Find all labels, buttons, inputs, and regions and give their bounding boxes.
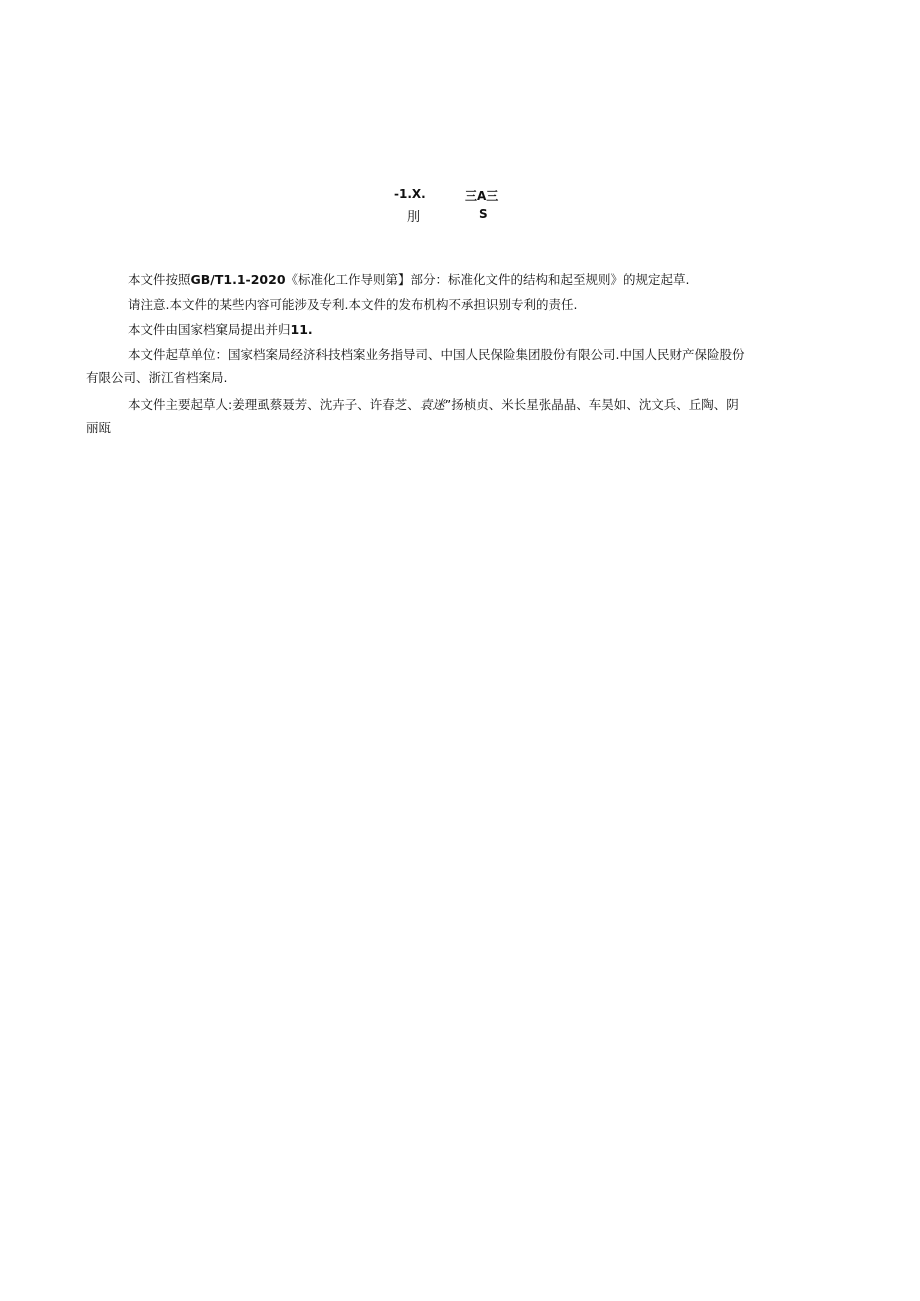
heading-line1-left: -1.X. [394, 187, 426, 201]
p5-line1 [86, 394, 826, 417]
p4-line2: 有限公司、浙江省档案局. [86, 369, 228, 385]
heading-line2-left: 刖 [407, 210, 421, 225]
p1-standard-code: GB/T1.1-2020 [190, 272, 286, 287]
heading-line1-right: 三A三 [465, 189, 499, 203]
p3-code: 11. [290, 322, 313, 337]
paragraph-drafting-units [86, 344, 826, 389]
p5-line2: 丽瓯 [86, 419, 112, 435]
paragraph-proposer [86, 319, 826, 342]
p2-text: 请注意.本文件的某些内容可能涉及专利.本文件的发布机构不承担识别专利的责任. [128, 297, 578, 312]
paragraph-main-drafters [86, 394, 826, 439]
p1-post-text: 《标准化工作导则第】部分：标准化文件的结构和起至规则》的规定起草. [285, 272, 690, 287]
heading-line2-right: S [479, 207, 488, 221]
p5-line1-part-a: 本文件主要起草人:姜理虱蔡聂芳、沈卉子、许春芝、 [128, 397, 420, 412]
p4-line1: 本文件起草单位：国家档案局经济科技档案业务指导司、中国人民保险集团股份有限公司.中国人民财产保险股份 [128, 347, 745, 362]
paragraph-standard-basis [86, 269, 826, 292]
p3-pre-text: 本文件由国家档窠局提出并归 [128, 322, 291, 337]
p5-line1-italic: 袁迷 [419, 397, 445, 412]
p1-pre-text: 本文件按照 [128, 272, 191, 287]
paragraph-patent-notice [86, 294, 826, 317]
p5-line1-part-b: ”扬桢贞、米长星张晶晶、车昊如、沈文兵、丘陶、阴 [444, 397, 739, 412]
